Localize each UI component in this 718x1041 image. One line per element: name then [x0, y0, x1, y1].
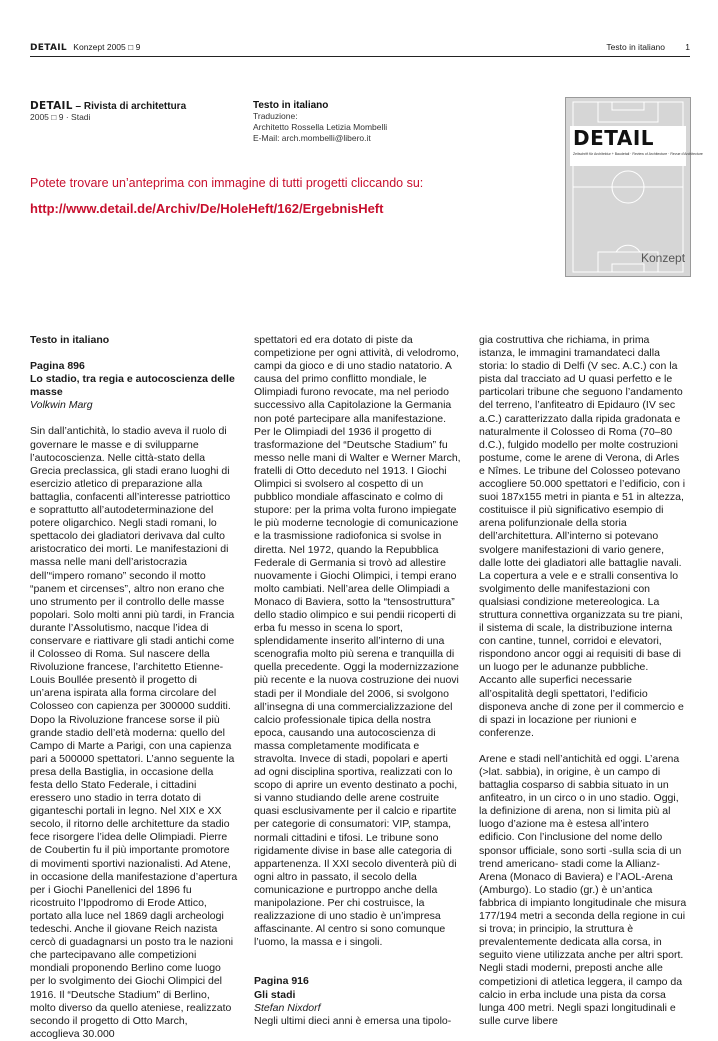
cover-masthead [570, 126, 703, 166]
page-header [30, 42, 690, 56]
magazine-cover [565, 97, 703, 277]
article-author: Volkwin Marg [30, 399, 93, 412]
article-section-heading: Testo in italiano [30, 334, 110, 346]
magazine-logo: DETAIL [30, 100, 73, 112]
header-logo: DETAIL [30, 43, 67, 53]
article2-title: Gli stadi [254, 988, 296, 1001]
translation-credits [253, 100, 513, 144]
article-paragraph: Sin dall’antichità, lo stadio aveva il ruolo di governare le masse e di svilupparne l’autocoscienza. Nelle città-stato della Grecia preclassica, gli stadi erano luoghi di esercizio atletico di preparazione alla battaglia, confacenti all’interesse patriottico e soprattutto all’autodeterminazione del potere oligarchico. Negli stadi romani, lo spettacolo dei gladiatori derivava dal culto aristocratico dei morti. Le manifestazioni di massa nelle mani dell’aristocrazia dell’“impero romano” secondo il motto “panem et circenses”, altro non erano che uno strumento per il controllo delle masse popolari. Solo molti anni più tardi, in Francia durante l’Assolutismo, nacque l’idea di conservare e riattivare gli stadi antichi come il Colosseo di Roma. Sul nascere della Rivoluzione francese, l’architetto Etienne-Louis Boullée presentò il progetto di un’arena ispirata alla forma circolare del Colosseo con capienza per 300000 sudditi. Dopo la Rivoluzione francese sorse il più grande stadio dell’età moderna: quello del Campo di Marte a Parigi, con una capienza pari a 500000 spettatori. L’anno seguente la presa della Bastiglia, in occasione della festa dello Stato Federale, i cittadini eressero uno stadio in terra dotato di giganteschi portali in legno. Nel XIX e XX secolo, il ritorno delle architetture da stadio fece risorgere l’idea delle Olimpiadi. Pierre de Coubertin fu il più importante promotore di movimenti sportivi nazionalisti. Ad Atene, in occasione della manifestazione d’apertura per i Giochi Panellenici del 1896 fu ricostruito l’Ippodromo di Erode Attico, portato alla luce nel 1869 dagli archeologi tedeschi. Anche il giovane Reich nazista cercò di guadagnarsi un posto tra le nazioni che partecipavano alle competizioni mondiali proponendo Berlino come luogo per lo svolgimento dei Giochi Olimpici del 1916. Il “Deutsche Stadium” di Berlino, molto diverso da quello ateniese, realizzato secondo il progetto di Otto March, accoglieva 30.000 [30, 425, 238, 1040]
magazine-subtitle: 2005 □ 9 · Stadi [30, 112, 91, 122]
article-column-2 [254, 334, 462, 1028]
translator-name: Architetto Rossella Letizia Mombelli [253, 122, 388, 132]
article-page-label: Pagina 896 [30, 360, 85, 373]
translation-title: Testo in italiano [253, 100, 329, 111]
cover-konzept-badge: Konzept [641, 251, 686, 265]
archive-link[interactable]: http://www.detail.de/Archiv/De/HoleHeft/162/ErgebnisHeft [30, 201, 384, 216]
article-column-1 [30, 334, 238, 1041]
article2-paragraph: Negli ultimi dieci anni è emersa una tipolo- [254, 1014, 452, 1027]
article2-page-label: Pagina 916 [254, 975, 309, 988]
header-issue: Konzept 2005 □ 9 [73, 42, 141, 52]
preview-notice: Potete trovare un’anteprima con immagine di tutti progetti cliccando su: [30, 176, 424, 190]
magazine-title-suffix: – Rivista di architettura [72, 101, 187, 112]
article-paragraph: spettatori ed era dotato di piste da competizione per ogni attività, di velodromo, campi da gioco e di uno stadio natatorio. A causa del primo conflitto mondiale, le Olimpiadi furono revocate, ma nel periodo successivo alla Capitolazione la Germania non poté partecipare alla manifestazione. Per le Olimpiadi del 1936 il progetto di trasformazione del “Deutsche Stadium” fu messo nelle mani di Walter e Werner March, fratelli di Otto deceduto nel 1913. I Giochi Olimpici si svolsero al cospetto di un pubblico mondiale affascinato e colmo di stupore: per la prima volta furono impiegate le più moderne tecnologie di comunicazione e la trasmissione radiofonica si svolse in diretta. Nel 1972, quando la Repubblica Federale di Germania si trovò ad allestire nuovamente i Giochi Olimpici, i tempi erano molto cambiati. Nell’area delle Olimpiadi a Monaco di Baviera, sotto la “tensostruttura” dello stadio olimpico e sui pendii ricoperti di erba fu messo in scena lo sport, splendidamente inserito all’interno di una scenografia molto più serena e tranquilla di quella precedente. Oggi la modernizzazione più recente e la nuova costruzione dei nuovi stadi per il Mondiale del 2006, si svolgono all’insegna di una commercializzazione del calcio professionale tipica della nostra epoca, causando una autocoscienza di massa completamente modificata e stravolta. Invece di stadi, popolari e aperti ad ogni disciplina sportiva, realizzati con lo scopo di aprire un evento destinato a pochi, si vanno studiando delle arene costruite quasi esclusivamente per il calcio e ripartite per categorie di consumatori: VIP, stampa, normali cittadini e tifosi. Le tribune sono rigidamente divise in base alle categoria di appartenenza. Il XXI secolo diventerà più di ogni altro in passato, il secolo della comunicazione e purtroppo anche della manipolazione. Per chi costruisce, la realizzazione di uno stadio è un’impresa affascinante. Al centro si sono comunque l’uomo, la massa e i singoli. [254, 334, 461, 949]
translator-email: E-Mail: arch.mombelli@libero.it [253, 133, 371, 143]
football-pitch-lines [566, 98, 703, 276]
article-paragraph: gia costruttiva che richiama, in prima istanza, le immagini tramandateci dalla storia: lo stadio di Delfi (V sec. A.C.) con la pista dal tracciato ad U quasi perfetto e le particolari tribune che seguono l’andamento del terreno, l’anfiteatro di Epidauro (IV sec a.C.) caratterizzato dalla ripida gradonata e naturalmente il Colosseo di Roma (70–80 d.C.), fulgido modello per molte costruzioni postume, come le arene di Verona, di Arles e Nîmes. Le tribune del Colosseo potevano accogliere 50.000 spettatori e l’edificio, con i suoi 187x155 metri in pianta e 51 in altezza, costituisce il più significativo esempio di arena polifunzionale della storia dell’architettura. All’interno si potevano svolgere manifestazioni di vario genere, dalle lotte dei gladiatori alle battaglie navali. La copertura a vele e e stralli consentiva lo svolgimento delle manifestazioni con qualsiasi condizione metereologica. La struttura connettiva organizzata su tre piani, il sistema di scale, la distribuzione interna con cantine, tunnel, corridoi e elevatori, rispondono ancor oggi ai requisiti di base di un luogo per le adunanze pubbliche. Accanto alle superfici necessarie all’ospitalità degli spettatori, l’edificio disponeva anche di zone per il commercio e di spazi in locazione per riunioni e conferenze. [479, 334, 686, 739]
cover-logo: DETAIL [573, 126, 655, 150]
header-section: Testo in italiano [606, 42, 665, 52]
article-title: Lo stadio, tra regia e autocoscienza delle masse [30, 373, 235, 399]
article-column-3 [479, 334, 687, 1028]
cover-tagline: Zeitschrift für Architektur + Baudetail · Review of Architecture · Revue d’Architecture [573, 152, 703, 156]
article2-author: Stefan Nixdorf [254, 1001, 321, 1014]
header-divider [30, 56, 690, 57]
translation-label: Traduzione: [253, 111, 298, 121]
magazine-title [30, 100, 186, 112]
header-page-number: 1 [685, 42, 690, 52]
article-paragraph: Arene e stadi nell’antichità ed oggi. L’arena (>lat. sabbia), in origine, è un campo di battaglia cosparso di sabbia situato in un anfiteatro, in un circo o in uno stadio. Oggi, la definizione di arena, non si limita più al luogo d’azione ma è estesa all’intero edificio. Con l’inclusione del nome dello sponsor ufficiale, sono sorti -sulla scia di un trend americano- stadi come la Allianz-Arena (Monaco di Baviera) e l’AOL-Arena (Amburgo). Lo stadio (gr.) è un’antica fabbrica di impianto longitudinale che misura 177/194 metri a seconda della regione in cui si trova; in principio, la struttura è prevalentemente dedicata alla corsa, in seguito viene utilizzata anche per altri sport. Negli stadi moderni, preposti anche alle competizioni di atletica leggera, il campo da calcio in erba include una pista da corsa lunga 400 metri. Negli spazi longitudinali e sulle curve libere [479, 752, 687, 1027]
